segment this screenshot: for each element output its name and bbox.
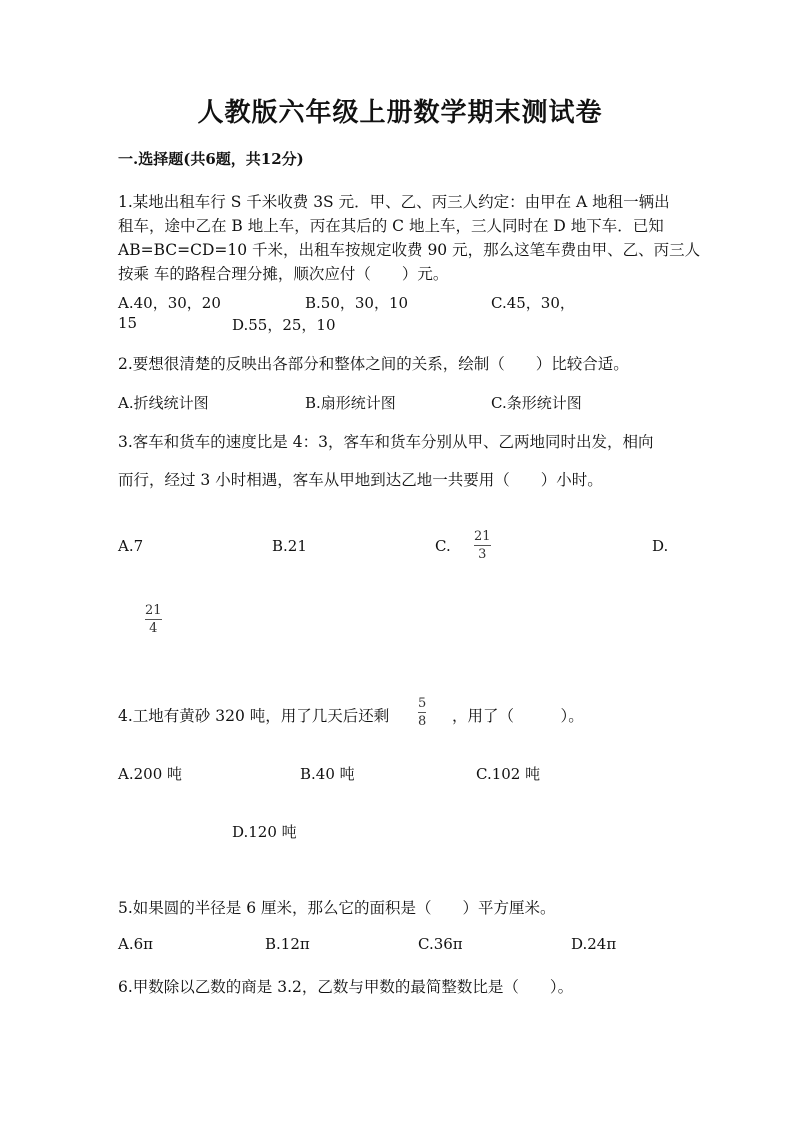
question-3-option-c-fraction [474,530,491,562]
question-4-text-after: ，用了（ ）。 [452,707,584,725]
question-3-option-d: D. [652,537,669,555]
question-2-option-b: B.扇形统计图 [305,394,396,412]
question-4-option-d: D.120 吨 [232,823,297,841]
question-3-option-a: A.7 [118,537,144,555]
question-5-option-c: C.36π [418,935,463,953]
question-4-text-before: 4.工地有黄砂 320 吨，用了几天后还剩 [118,707,390,725]
question-1-line-1: 1.某地出租车行 S 千米收费 3S 元．甲、乙、丙三人约定：由甲在 A 地租一辆出 [118,193,670,211]
question-5-text: 5.如果圆的半径是 6 厘米，那么它的面积是（ ）平方厘米。 [118,899,556,917]
fraction-numerator: 21 [474,529,491,544]
question-4-option-c: C.102 吨 [476,765,541,783]
fraction-denominator: 4 [149,621,158,636]
question-1-line-2: 租车，途中乙在 B 地上车，丙在其后的 C 地上车，三人同时在 D 地下车．已知 [118,217,664,235]
section-heading: 一.选择题(共6题，共12分) [118,150,304,168]
question-3-option-d-fraction [145,604,162,636]
question-1-line-4: 按乘 车的路程合理分摊，顺次应付（ ）元。 [118,265,449,283]
fraction-denominator: 3 [478,547,487,562]
question-4-fraction [418,697,426,729]
question-3-option-c: C. [435,537,451,555]
question-5-option-b: B.12π [265,935,310,953]
question-2-option-a: A.折线统计图 [118,394,209,412]
fraction-numerator: 21 [145,603,162,618]
question-5-option-d: D.24π [571,935,617,953]
fraction-bar [418,712,426,713]
fraction-numerator: 5 [418,696,427,711]
question-3-line-2: 而行，经过 3 小时相遇，客车从甲地到达乙地一共要用（ ）小时。 [118,471,603,489]
question-6-text: 6.甲数除以乙数的商是 3.2，乙数与甲数的最简整数比是（ ）。 [118,978,574,996]
question-1-option-c: C.45，30， [491,294,575,312]
question-4-option-b: B.40 吨 [300,765,355,783]
question-1-option-b: B.50，30，10 [305,294,409,312]
question-2-text: 2.要想很清楚的反映出各部分和整体之间的关系，绘制（ ）比较合适。 [118,355,629,373]
question-1-line-3: AB=BC=CD=10 千米，出租车按规定收费 90 元，那么这笔车费由甲、乙、丙三人 [118,241,701,259]
question-3-line-1: 3.客车和货车的速度比是 4：3，客车和货车分别从甲、乙两地同时出发，相向 [118,433,654,451]
question-2-option-c: C.条形统计图 [491,394,582,412]
question-3-option-b: B.21 [272,537,307,555]
fraction-denominator: 8 [418,714,427,729]
question-1-option-c-cont: 15 [118,314,138,332]
question-1-option-d: D.55，25，10 [232,316,336,334]
fraction-bar [145,619,162,620]
question-4-option-a: A.200 吨 [118,765,182,783]
question-5-option-a: A.6π [118,935,154,953]
fraction-bar [474,545,491,546]
question-1-option-a: A.40，30，20 [118,294,221,312]
page-title: 人教版六年级上册数学期末测试卷 [197,98,603,128]
